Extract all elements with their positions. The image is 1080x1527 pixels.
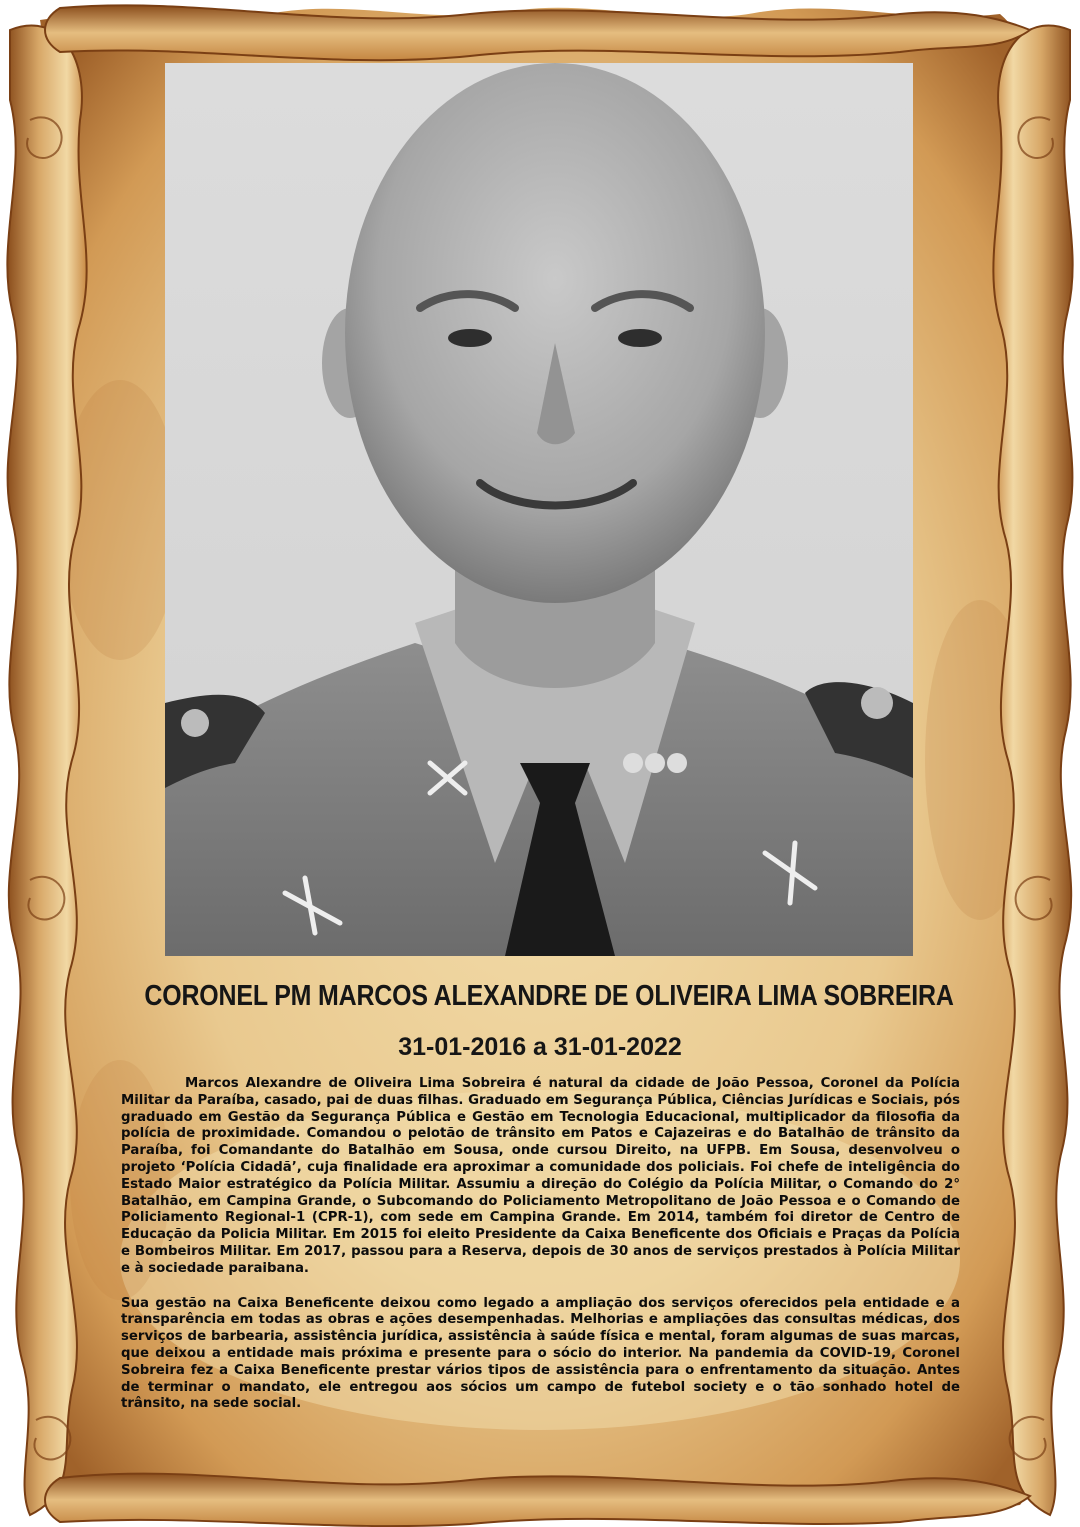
biography-paragraph-1: Marcos Alexandre de Oliveira Lima Sobreira é natural da cidade de João Pessoa, Coronel da Polícia Militar da Paraíba, casado, pai de duas filhas. Graduado em Segurança Pública, Ciências Jurídicas e Sociais, pós graduado em Gestão da Segurança Pública e Gestão em Tecnologia Educacional, multiplicador da filosofia da polícia de proximidade. Comandou o pelotão de trânsito em Patos e Cajazeiras e do Batalhão de trânsito da Paraíba, foi Comandante do Batalhão em Sousa, onde cursou Direito, na UFPB. Em Sousa, desenvolveu o projeto ‘Polícia Cidadã’, cuja finalidade era aproximar a comunidade dos policiais. Foi chefe de inteligência do Estado Maior estratégico da Polícia Militar. Assumiu a direção do Colégio da Polícia Militar, o Comando do 2° Batalhão, em Campina Grande, o Subcomando do Policiamento Metropolitano de João Pessoa e o Comando de Policiamento Regional-1 (CPR-1), com sede em Campina Grande. Em 2014, também foi diretor de Centro de Educação da Policia Militar. Em 2015 foi eleito Presidente da Caixa Beneficente dos Oficiais e Praças da Polícia e Bombeiros Militar. Em 2017, passou para a Reserva, depois de 30 anos de serviços prestados à Polícia Militar e à sociedade paraibana. — [121, 1076, 960, 1276]
term-dates: 31-01-2016 a 31-01-2022 — [398, 1033, 682, 1061]
officer-name-title: CORONEL PM MARCOS ALEXANDRE DE OLIVEIRA LIMA SOBREIRA — [144, 980, 954, 1012]
biography-paragraph-2: Sua gestão na Caixa Beneficente deixou como legado a ampliação dos serviços oferecidos pela entidade e a transparência em todas as obras e ações desempenhadas. Melhorias e ampliações das consultas médicas, dos serviços de barbearia, assistência jurídica, assistência à saúde física e mental, foram algumas de suas marcas, que deixou a entidade mais próxima e presente para o sócio do interior. Na pandemia da COVID-19, Coronel Sobreira fez a Caixa Beneficente prestar vários tipos de assistência para o enfrentamento da situação. Antes de terminar o mandato, ele entregou aos sócios um campo de futebol society e o tão sonhado hotel de trânsito, na sede social. — [121, 1295, 960, 1412]
portrait-photo — [165, 63, 913, 956]
biography-text — [121, 1076, 960, 1413]
